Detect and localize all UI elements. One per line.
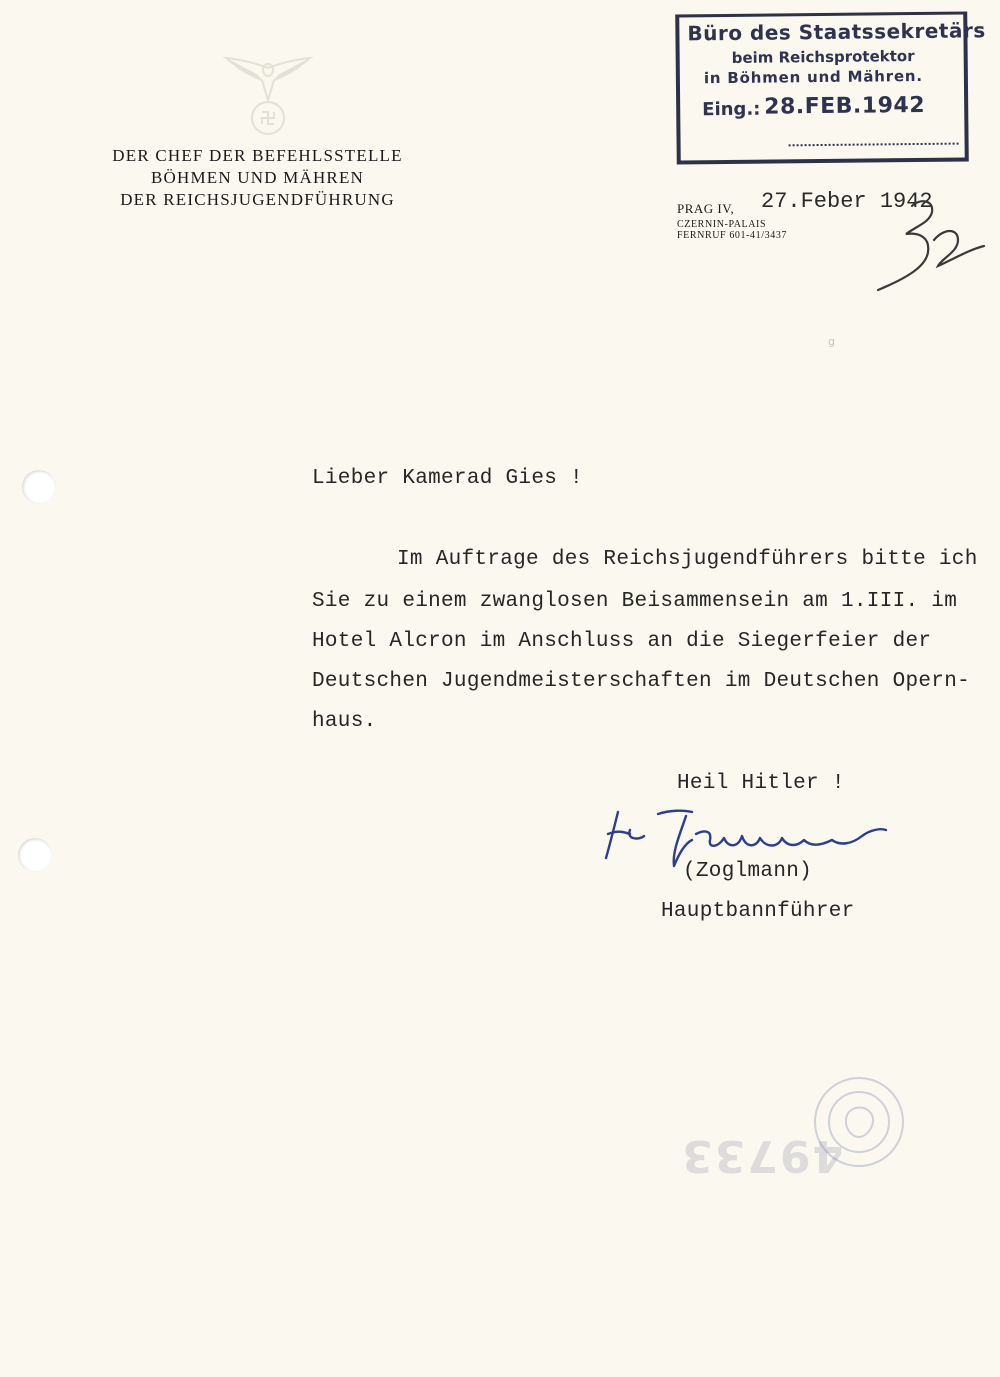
signer-name: (Zoglmann) (683, 860, 813, 883)
closing: Heil Hitler ! (677, 772, 845, 795)
place-address: CZERNIN-PALAIS (677, 219, 767, 230)
eagle-emblem-icon (218, 50, 318, 140)
signer-rank: Hauptbannführer (661, 900, 855, 923)
handwritten-number (872, 188, 987, 298)
stamp-dotted-line (789, 143, 959, 147)
letterhead (80, 145, 435, 211)
letterhead-line-1: DER CHEF DER BEFEHLSSTELLE (112, 146, 403, 165)
body-line-3: Hotel Alcron im Anschluss an die Siegerfeier der (312, 630, 932, 653)
letterhead-line-2: BÖHMEN UND MÄHREN (150, 168, 365, 187)
stamp-line-3: in Böhmen und Mähren. (703, 66, 923, 88)
stamp-received-date: 28.FEB.1942 (764, 92, 926, 120)
pencil-mark: g (828, 335, 835, 348)
body-line-1: Im Auftrage des Reichsjugendführers bitte ich (397, 548, 978, 571)
letterhead-line-3: DER REICHSJUGENDFÜHRUNG (120, 190, 395, 209)
punch-hole (22, 470, 56, 504)
body-line-4: Deutschen Jugendmeisterschaften im Deutschen Opern- (312, 670, 971, 693)
place-city: PRAG IV, (677, 201, 735, 216)
svg-text:52: 52 (872, 188, 874, 189)
body-line-5: haus. (312, 710, 377, 733)
stamp-line-2: beim Reichsprotektor (731, 47, 915, 67)
place-phone: FERNRUF 601-41/3437 (677, 230, 788, 241)
stamp-line-1: Büro des Staatssekretärs (687, 18, 986, 46)
punch-hole (18, 838, 52, 872)
faint-archive-number: 49733 (680, 1130, 844, 1181)
stamp-received-label: Eing.: (702, 98, 761, 121)
faint-round-seal-icon (812, 1075, 907, 1170)
salutation: Lieber Kamerad Gies ! (312, 467, 583, 490)
received-stamp (675, 11, 986, 164)
body-line-2: Sie zu einem zwanglosen Beisammensein am 1.III. im (312, 590, 958, 613)
letter-date: 27.Feber 1942 (761, 189, 933, 214)
